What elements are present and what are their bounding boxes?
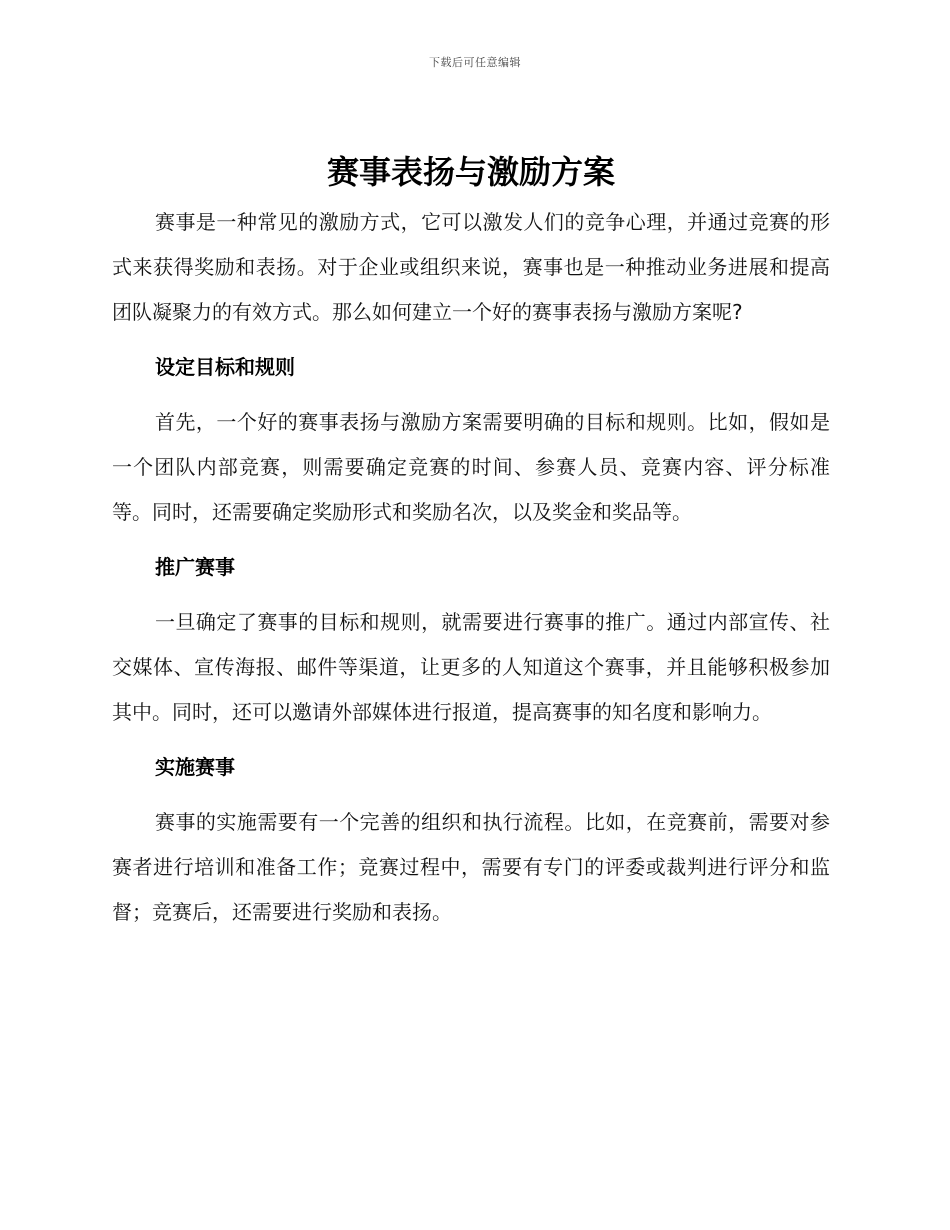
section-heading-execution: 实施赛事 — [155, 755, 235, 779]
intro-paragraph: 赛事是一种常见的激励方式，它可以激发人们的竞争心理，并通过竞赛的形式来获得奖励和表扬。对于企业或组织来说，赛事也是一种推动业务进展和提高团队凝聚力的有效方式。那么如何建立一个好的赛事表扬与激励方案呢? — [112, 210, 830, 324]
document-title: 赛事表扬与激励方案 — [326, 153, 615, 191]
page-header-note: 下载后可任意编辑 — [429, 56, 521, 69]
section-paragraph-promotion: 一旦确定了赛事的目标和规则，就需要进行赛事的推广。通过内部宣传、社交媒体、宣传海报、邮件等渠道，让更多的人知道这个赛事，并且能够积极参加其中。同时，还可以邀请外部媒体进行报道，提高赛事的知名度和影响力。 — [112, 610, 830, 724]
section-heading-goals-rules: 设定目标和规则 — [155, 355, 295, 379]
section-heading-promotion: 推广赛事 — [155, 555, 235, 579]
section-paragraph-execution: 赛事的实施需要有一个完善的组织和执行流程。比如，在竞赛前，需要对参赛者进行培训和准备工作；竞赛过程中，需要有专门的评委或裁判进行评分和监督；竞赛后，还需要进行奖励和表扬。 — [112, 810, 830, 924]
document-body — [112, 148, 830, 935]
section-paragraph-goals-rules: 首先，一个好的赛事表扬与激励方案需要明确的目标和规则。比如，假如是一个团队内部竞赛，则需要确定竞赛的时间、参赛人员、竞赛内容、评分标准等。同时，还需要确定奖励形式和奖励名次，以及奖金和奖品等。 — [112, 410, 830, 524]
